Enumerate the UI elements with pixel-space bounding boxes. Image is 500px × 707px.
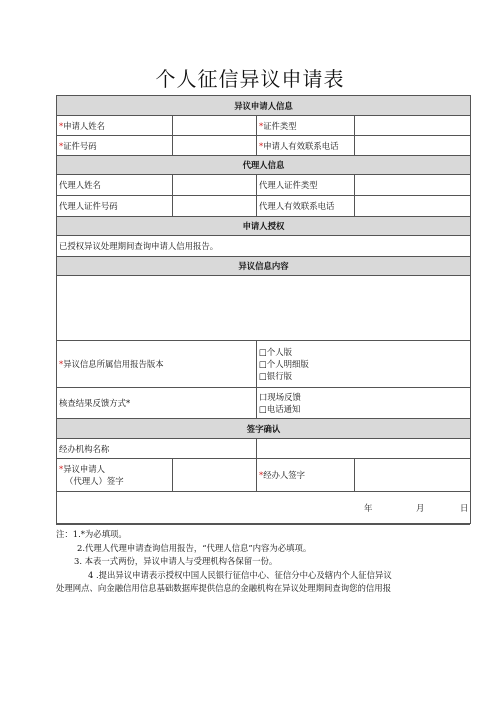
agent-name-field[interactable] bbox=[173, 175, 257, 196]
applicant-name-field[interactable] bbox=[173, 116, 257, 136]
note-line-2: 2.代理人代理申请查询信用报告，“代理人信息”内容为必填项。 bbox=[77, 542, 312, 553]
section-dispute bbox=[57, 257, 471, 276]
dispute-content-field[interactable] bbox=[57, 276, 471, 341]
report-version-label: *异议信息所属信用报告版本 bbox=[57, 341, 257, 388]
note-line-3: 3. 本表一式两份，异议申请人与受理机构各保留一份。 bbox=[74, 556, 278, 566]
agent-phone-label: 代理人有效联系电话 bbox=[257, 196, 355, 217]
applicant-row-2 bbox=[57, 136, 471, 156]
form-notes bbox=[56, 524, 470, 602]
date-day: 日 bbox=[460, 502, 469, 513]
note-line-5: 处理网点、向金融信用信息基础数据库提供信息的金融机构在异议处理期间查询您的信用报 bbox=[56, 583, 391, 593]
feedback-options bbox=[257, 388, 471, 419]
feedback-option-phone[interactable]: □电话通知 bbox=[259, 404, 301, 414]
applicant-id-number-field[interactable] bbox=[173, 136, 257, 156]
feedback-label: 核查结果反馈方式* bbox=[57, 388, 257, 419]
agent-phone-field[interactable] bbox=[355, 196, 471, 217]
date-month: 月 bbox=[416, 502, 425, 513]
report-option-personal[interactable]: □个人版 bbox=[259, 347, 293, 357]
agency-row bbox=[57, 439, 471, 459]
authorization-row bbox=[57, 236, 471, 257]
applicant-sign-field[interactable] bbox=[173, 459, 257, 492]
date-cell bbox=[57, 492, 471, 524]
report-version-options bbox=[257, 341, 471, 388]
applicant-id-type-field[interactable] bbox=[355, 116, 471, 136]
agency-field[interactable] bbox=[257, 439, 471, 459]
note-line-4: 4 .提出异议申请表示授权中国人民银行征信中心、征信分中心及辖内个人征信异议 bbox=[88, 569, 392, 580]
applicant-id-type-label: *证件类型 bbox=[257, 116, 355, 136]
signature-row bbox=[57, 459, 471, 492]
report-version-row bbox=[57, 341, 471, 388]
dispute-content-row bbox=[57, 276, 471, 341]
authorization-text: 已授权异议处理期间查询申请人信用报告。 bbox=[57, 236, 471, 257]
section-authorization bbox=[57, 217, 471, 236]
agency-label: 经办机构名称 bbox=[57, 439, 257, 459]
applicant-phone-field[interactable] bbox=[355, 136, 471, 156]
handler-sign-label: *经办人签字 bbox=[257, 459, 355, 492]
agent-id-type-field[interactable] bbox=[355, 175, 471, 196]
date-year: 年 bbox=[364, 502, 373, 513]
section-signature bbox=[57, 419, 471, 439]
handler-sign-field[interactable] bbox=[355, 459, 471, 492]
report-option-bank[interactable]: □银行版 bbox=[259, 371, 293, 381]
agent-row-2 bbox=[57, 196, 471, 217]
section-agent-header: 代理人信息 bbox=[57, 156, 471, 175]
date-row bbox=[57, 492, 471, 524]
applicant-sign-label: *异议申请人 （代理人）签字 bbox=[57, 459, 173, 492]
feedback-option-onsite[interactable]: 口现场反馈 bbox=[259, 392, 301, 402]
applicant-phone-label: *申请人有效联系电话 bbox=[257, 136, 355, 156]
agent-row-1 bbox=[57, 175, 471, 196]
section-applicant-header: 异议申请人信息 bbox=[57, 96, 471, 116]
feedback-row bbox=[57, 388, 471, 419]
agent-id-number-field[interactable] bbox=[173, 196, 257, 217]
section-dispute-header: 异议信息内容 bbox=[57, 257, 471, 276]
applicant-id-number-label: *证件号码 bbox=[57, 136, 173, 156]
note-line-1: 注：1.*为必填项。 bbox=[56, 529, 127, 539]
dispute-form-table bbox=[56, 95, 471, 524]
section-signature-header: 签字确认 bbox=[57, 419, 471, 439]
agent-id-number-label: 代理人证件号码 bbox=[57, 196, 173, 217]
form-title: 个人征信异议申请表 bbox=[155, 67, 345, 91]
applicant-row-1 bbox=[57, 116, 471, 136]
applicant-name-label: *申请人姓名 bbox=[57, 116, 173, 136]
agent-id-type-label: 代理人证件类型 bbox=[257, 175, 355, 196]
agent-name-label: 代理人姓名 bbox=[57, 175, 173, 196]
section-authorization-header: 申请人授权 bbox=[57, 217, 471, 236]
section-applicant bbox=[57, 96, 471, 116]
section-agent bbox=[57, 156, 471, 175]
report-option-personal-detail[interactable]: □个人明细版 bbox=[259, 359, 309, 369]
